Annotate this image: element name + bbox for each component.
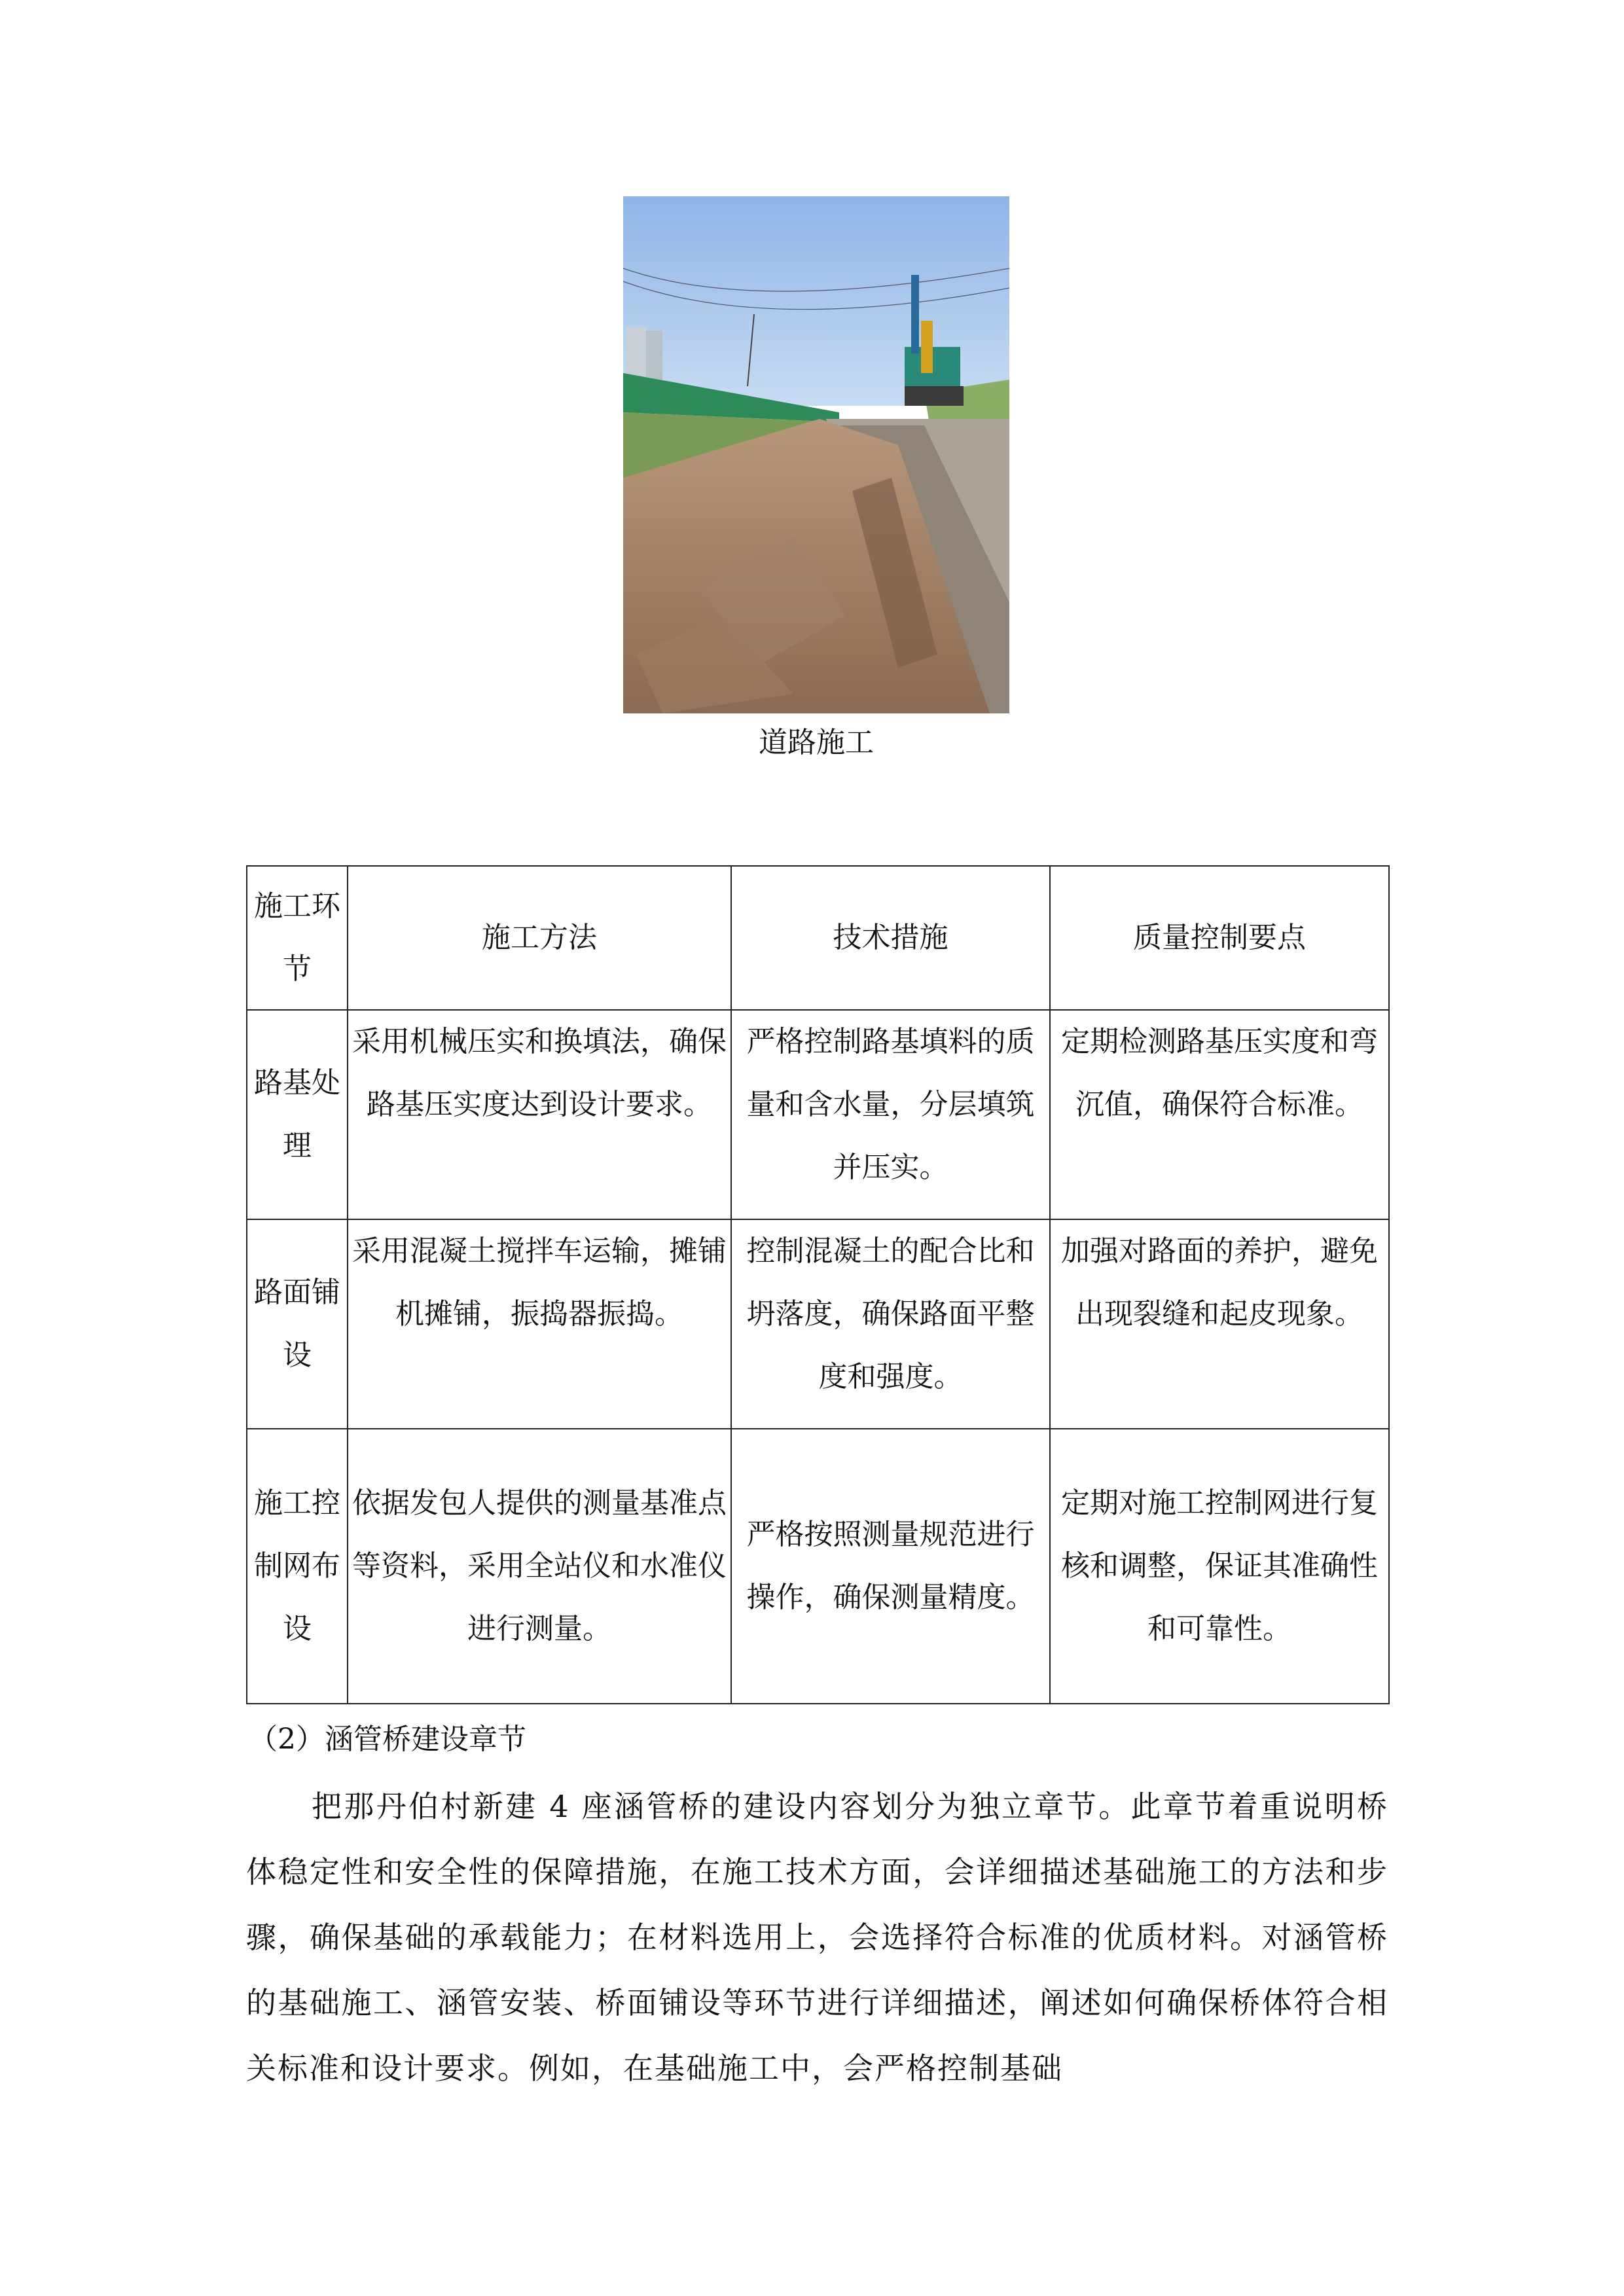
row-measure: 严格控制路基填料的质量和含水量，分层填筑并压实。: [731, 1010, 1050, 1219]
row-stage: 施工控制网布设: [247, 1429, 348, 1704]
table-row: [247, 1429, 1389, 1704]
row-quality: 加强对路面的养护，避免出现裂缝和起皮现象。: [1050, 1219, 1389, 1429]
header-quality: 质量控制要点: [1050, 866, 1389, 1010]
table-header-row: [247, 866, 1389, 1010]
construction-table: [246, 865, 1390, 1704]
table-row: [247, 1219, 1389, 1429]
row-method: 采用机械压实和换填法，确保路基压实度达到设计要求。: [348, 1010, 731, 1219]
row-quality: 定期对施工控制网进行复核和调整，保证其准确性和可靠性。: [1050, 1429, 1389, 1704]
row-measure: 控制混凝土的配合比和坍落度，确保路面平整度和强度。: [731, 1219, 1050, 1429]
row-method: 依据发包人提供的测量基准点等资料，采用全站仪和水准仪进行测量。: [348, 1429, 731, 1704]
header-measure: 技术措施: [731, 866, 1050, 1010]
section-paragraph: 把那丹伯村新建 4 座涵管桥的建设内容划分为独立章节。此章节着重说明桥体稳定性和安全性的保障措施，在施工技术方面，会详细描述基础施工的方法和步骤，确保基础的承载能力；在材料选用上，会选择符合标准的优质材料。对涵管桥的基础施工、涵管安装、桥面铺设等环节进行详细描述，阐述如何确保桥体符合相关标准和设计要求。例如，在基础施工中，会严格控制基础: [246, 1789, 1388, 2086]
road-construction-photo: [623, 196, 1009, 713]
row-method: 采用混凝土搅拌车运输，摊铺机摊铺，振捣器振捣。: [348, 1219, 731, 1429]
photo-caption: 道路施工: [759, 726, 874, 759]
row-stage: 路面铺设: [247, 1219, 348, 1429]
header-stage: 施工环节: [247, 866, 348, 1010]
header-method: 施工方法: [348, 866, 731, 1010]
row-measure: 严格按照测量规范进行操作，确保测量精度。: [731, 1429, 1050, 1704]
row-stage: 路基处理: [247, 1010, 348, 1219]
row-quality: 定期检测路基压实度和弯沉值，确保符合标准。: [1050, 1010, 1389, 1219]
table-row: [247, 1010, 1389, 1219]
section-heading: （2）涵管桥建设章节: [249, 1723, 526, 1756]
